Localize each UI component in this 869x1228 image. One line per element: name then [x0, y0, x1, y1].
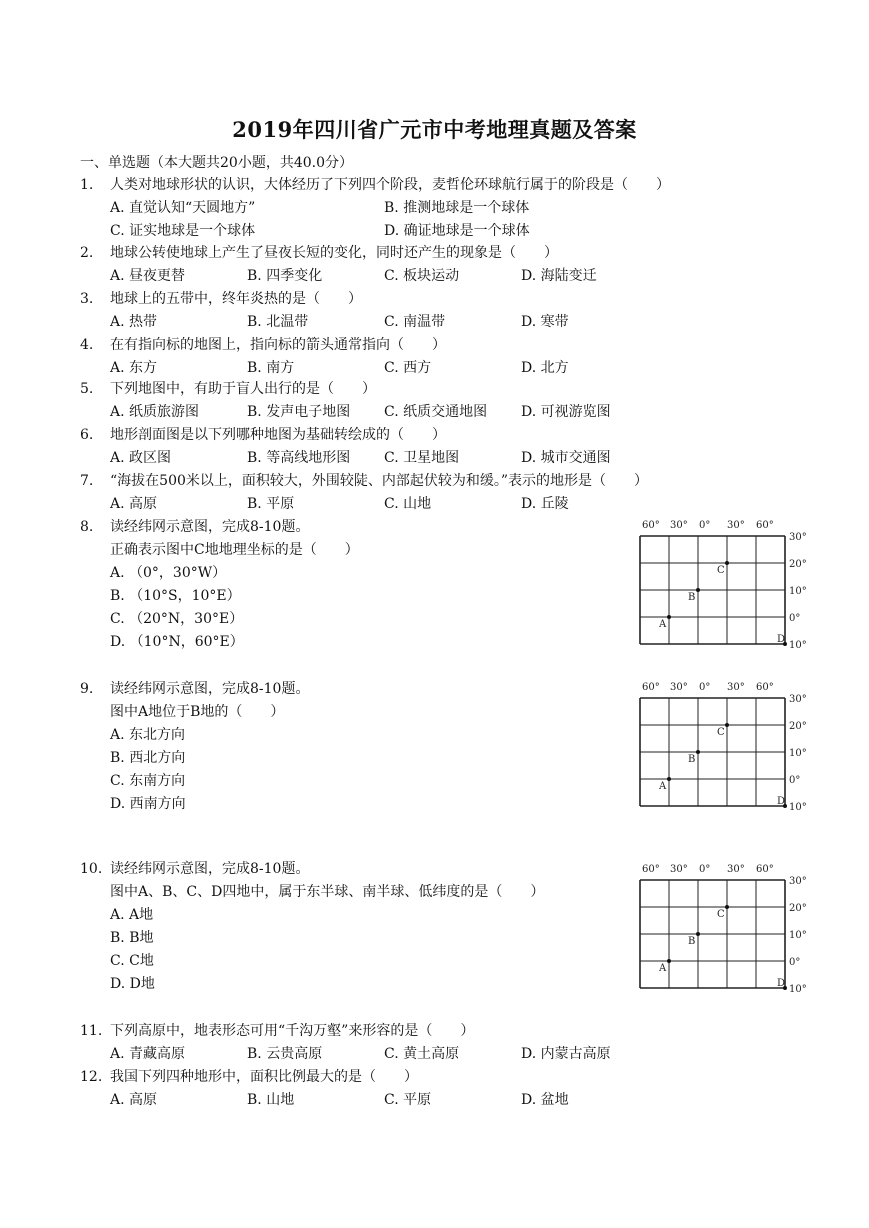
latitude-label: 20° — [789, 721, 807, 732]
longitude-label: 60° — [756, 520, 774, 531]
question-number: 4. — [80, 337, 94, 353]
option: B. 平原 — [247, 496, 295, 512]
option: A. 热带 — [110, 314, 158, 330]
option: C. 西方 — [384, 360, 432, 376]
question-number: 9. — [80, 681, 94, 697]
longitude-label: 60° — [642, 864, 660, 875]
option: C. 黄土高原 — [384, 1046, 460, 1062]
option: D. 城市交通图 — [521, 450, 611, 466]
option: D. D地 — [110, 976, 155, 992]
longitude-label: 30° — [727, 520, 745, 531]
question-subtext: 图中A地位于B地的（ ） — [110, 704, 285, 720]
question-number: 12. — [80, 1069, 103, 1085]
longitude-label: 0° — [699, 864, 711, 875]
latitude-label: 0° — [789, 957, 801, 968]
longitude-label: 30° — [670, 520, 688, 531]
latitude-label: 10° — [789, 640, 807, 651]
question-text: “海拔在500米以上，面积较大，外围较陡、内部起伏较为和缓。”表示的地形是（ ） — [110, 473, 649, 489]
grid-point-label: A — [659, 619, 667, 630]
question-text: 下列地图中，有助于盲人出行的是（ ） — [110, 381, 376, 397]
grid-map — [626, 860, 807, 1000]
section-heading: 一、单选题（本大题共20小题，共40.0分） — [80, 155, 353, 171]
option: C. 板块运动 — [384, 268, 460, 284]
latitude-label: 30° — [789, 532, 807, 543]
lat-long-grid-figure — [626, 678, 807, 818]
grid-point-marker — [696, 932, 700, 936]
option: B. （10°S，10°E） — [110, 588, 241, 604]
longitude-label: 60° — [756, 864, 774, 875]
question-text: 读经纬网示意图，完成8-10题。 — [110, 681, 310, 697]
question-text: 下列高原中，地表形态可用“千沟万壑”来形容的是（ ） — [110, 1023, 475, 1039]
question-number: 1. — [80, 177, 94, 193]
option: C. 山地 — [384, 496, 432, 512]
longitude-label: 30° — [670, 682, 688, 693]
grid-point-label: D — [777, 796, 786, 807]
option: D. 确证地球是一个球体 — [384, 223, 530, 239]
option: A. 纸质旅游图 — [110, 404, 200, 420]
option: A. 高原 — [110, 496, 158, 512]
longitude-label: 60° — [642, 682, 660, 693]
grid-point-marker — [725, 561, 729, 565]
question-number: 8. — [80, 519, 94, 535]
grid-point-marker — [725, 905, 729, 909]
option: B. 山地 — [247, 1092, 295, 1108]
question-number: 10. — [80, 861, 103, 877]
option: B. 北温带 — [247, 314, 309, 330]
grid-point-marker — [696, 750, 700, 754]
option: C. 卫星地图 — [384, 450, 460, 466]
option: B. 南方 — [247, 360, 295, 376]
option: B. 等高线地形图 — [247, 450, 351, 466]
question-number: 5. — [80, 381, 94, 397]
question-number: 11. — [80, 1023, 103, 1039]
grid-point-label: C — [717, 909, 725, 920]
page-title: 2019年四川省广元市中考地理真题及答案 — [232, 117, 637, 142]
question-text: 地球上的五带中，终年炎热的是（ ） — [110, 291, 362, 307]
question-text: 读经纬网示意图，完成8-10题。 — [110, 519, 310, 535]
option: D. 内蒙古高原 — [521, 1046, 611, 1062]
latitude-label: 10° — [789, 984, 807, 995]
grid-point-label: C — [717, 565, 725, 576]
option: B. 云贵高原 — [247, 1046, 323, 1062]
longitude-label: 0° — [699, 520, 711, 531]
option: A. 昼夜更替 — [110, 268, 186, 284]
option: D. 可视游览图 — [521, 404, 611, 420]
option: C. C地 — [110, 953, 154, 969]
latitude-label: 10° — [789, 930, 807, 941]
option: A. A地 — [110, 907, 154, 923]
grid-map — [626, 516, 807, 656]
question-text: 在有指向标的地图上，指向标的箭头通常指向（ ） — [110, 337, 446, 353]
latitude-label: 30° — [789, 694, 807, 705]
lat-long-grid-figure — [626, 516, 807, 656]
longitude-label: 30° — [727, 682, 745, 693]
option: D. 丘陵 — [521, 496, 569, 512]
grid-point-marker — [667, 615, 671, 619]
option: A. 直觉认知“天圆地方” — [110, 200, 256, 216]
option: D. （10°N，60°E） — [110, 634, 244, 650]
question-number: 3. — [80, 291, 94, 307]
latitude-label: 0° — [789, 775, 801, 786]
option: A. 政区图 — [110, 450, 172, 466]
option: C. 证实地球是一个球体 — [110, 223, 256, 239]
option: C. 南温带 — [384, 314, 446, 330]
option: B. 发声电子地图 — [247, 404, 351, 420]
grid-point-marker — [667, 777, 671, 781]
latitude-label: 10° — [789, 802, 807, 813]
option: B. B地 — [110, 930, 154, 946]
question-subtext: 图中A、B、C、D四地中，属于东半球、南半球、低纬度的是（ ） — [110, 884, 545, 900]
question-text: 读经纬网示意图，完成8-10题。 — [110, 861, 310, 877]
option: A. 东北方向 — [110, 727, 186, 743]
question-number: 6. — [80, 427, 94, 443]
question-number: 2. — [80, 245, 94, 261]
question-text: 我国下列四种地形中，面积比例最大的是（ ） — [110, 1069, 418, 1085]
grid-point-label: C — [717, 727, 725, 738]
option: D. 北方 — [521, 360, 569, 376]
latitude-label: 10° — [789, 586, 807, 597]
grid-point-label: B — [688, 754, 696, 765]
question-number: 7. — [80, 473, 94, 489]
option: B. 四季变化 — [247, 268, 323, 284]
grid-map — [626, 678, 807, 818]
option: C. （20°N，30°E） — [110, 611, 244, 627]
question-text: 人类对地球形状的认识，大体经历了下列四个阶段，麦哲伦环球航行属于的阶段是（ ） — [110, 177, 670, 193]
latitude-label: 20° — [789, 903, 807, 914]
longitude-label: 0° — [699, 682, 711, 693]
option: D. 海陆变迁 — [521, 268, 597, 284]
grid-point-label: D — [777, 634, 786, 645]
option: D. 寒带 — [521, 314, 569, 330]
option: C. 东南方向 — [110, 773, 186, 789]
question-subtext: 正确表示图中C地地理坐标的是（ ） — [110, 542, 359, 558]
question-text: 地形剖面图是以下列哪种地图为基础转绘成的（ ） — [110, 427, 446, 443]
lat-long-grid-figure — [626, 860, 807, 1000]
option: D. 盆地 — [521, 1092, 569, 1108]
option: A. （0°，30°W） — [110, 565, 227, 581]
latitude-label: 30° — [789, 876, 807, 887]
longitude-label: 60° — [642, 520, 660, 531]
grid-point-label: A — [659, 963, 667, 974]
grid-point-label: B — [688, 592, 696, 603]
grid-point-marker — [696, 588, 700, 592]
grid-point-marker — [725, 723, 729, 727]
option: A. 青藏高原 — [110, 1046, 186, 1062]
option: A. 东方 — [110, 360, 158, 376]
option: A. 高原 — [110, 1092, 158, 1108]
grid-point-label: A — [659, 781, 667, 792]
option: C. 纸质交通地图 — [384, 404, 488, 420]
latitude-label: 20° — [789, 559, 807, 570]
grid-point-marker — [667, 959, 671, 963]
longitude-label: 60° — [756, 682, 774, 693]
latitude-label: 0° — [789, 613, 801, 624]
grid-point-label: B — [688, 936, 696, 947]
grid-point-label: D — [777, 978, 786, 989]
option: C. 平原 — [384, 1092, 432, 1108]
latitude-label: 10° — [789, 748, 807, 759]
longitude-label: 30° — [670, 864, 688, 875]
option: B. 西北方向 — [110, 750, 186, 766]
option: B. 推测地球是一个球体 — [384, 200, 530, 216]
question-text: 地球公转使地球上产生了昼夜长短的变化，同时还产生的现象是（ ） — [110, 245, 558, 261]
option: D. 西南方向 — [110, 796, 186, 812]
longitude-label: 30° — [727, 864, 745, 875]
